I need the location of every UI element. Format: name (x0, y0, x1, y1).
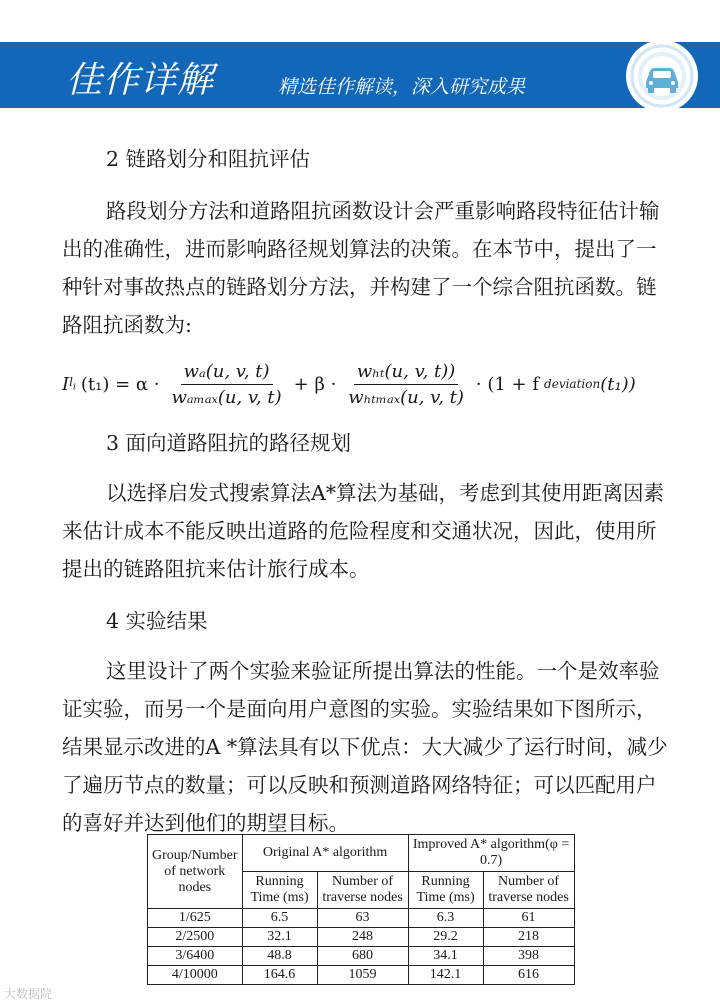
table-row (148, 928, 575, 947)
fraction-2-denominator: wₕₜₘₐₓ(u, v, t) (348, 386, 464, 408)
table-cell: 218 (483, 928, 574, 947)
table-cell: 34.1 (408, 947, 483, 966)
header-banner (0, 42, 720, 108)
table-cell: 1/625 (148, 909, 243, 928)
table-cell: 61 (483, 909, 574, 928)
table-cell: 4/10000 (148, 966, 243, 985)
table-subheader-time: Running Time (ms) (408, 872, 483, 909)
table-cell: 2/2500 (148, 928, 243, 947)
article-body (62, 140, 672, 842)
banner-title: 佳作详解 (66, 60, 215, 101)
formula-tail-end: (t₁)) (600, 373, 636, 395)
formula-tail-sub: deviation (544, 377, 601, 391)
table-subheader-nodes: Number of traverse nodes (483, 872, 574, 909)
table-cell: 164.6 (242, 966, 317, 985)
table-row (148, 947, 575, 966)
table-row (148, 909, 575, 928)
table-cell: 1059 (317, 966, 408, 985)
car-icon (626, 40, 698, 112)
section-4-heading: 4 实验结果 (106, 609, 208, 633)
formula-lhs-sub: l (69, 375, 73, 390)
table-cell: 6.3 (408, 909, 483, 928)
section-2-paragraph: 路段划分方法和道路阻抗函数设计会严重影响路段特征估计输出的准确性，进而影响路径规划算法的决策。在本节中，提出了一种针对事故热点的链路划分方法，并构建了一个综合阻抗函数。链路阻抗函数为: (62, 199, 660, 337)
table-cell: 616 (483, 966, 574, 985)
table-cell: 142.1 (408, 966, 483, 985)
table-cell: 48.8 (242, 947, 317, 966)
table-cell: 63 (317, 909, 408, 928)
results-table (147, 834, 575, 985)
table-subheader-nodes: Number of traverse nodes (317, 872, 408, 909)
table-header-group: Group/Number of network nodes (148, 835, 243, 909)
table-cell: 248 (317, 928, 408, 947)
table-header-improved: Improved A* algorithm(φ = 0.7) (408, 835, 574, 872)
link-impedance-formula (62, 348, 672, 420)
table-cell: 29.2 (408, 928, 483, 947)
table-cell: 680 (317, 947, 408, 966)
section-2-heading: 2 链路划分和阻抗评估 (106, 147, 311, 171)
section-3-heading: 3 面向道路阻抗的路径规划 (106, 431, 352, 455)
table-row (148, 966, 575, 985)
formula-lhs-subsub: i (72, 382, 76, 393)
banner-subtitle: 精选佳作解读，深入研究成果 (278, 76, 526, 98)
table-cell: 398 (483, 947, 574, 966)
formula-fraction-1 (168, 361, 284, 408)
fraction-1-numerator: wₐ(u, v, t) (181, 361, 273, 385)
table-header-original: Original A* algorithm (242, 835, 408, 872)
table-cell: 32.1 (242, 928, 317, 947)
watermark: 大数据院 (4, 987, 53, 1001)
formula-plus-beta: + β · (293, 373, 337, 395)
formula-fraction-2 (345, 361, 467, 408)
fraction-1-denominator: wₐₘₐₓ(u, v, t) (171, 386, 282, 408)
formula-lhs-arg: (t₁) = α · (80, 373, 160, 395)
table-subheader-time: Running Time (ms) (242, 872, 317, 909)
section-4-paragraph: 这里设计了两个实验来验证所提出算法的性能。一个是效率验证实验，而另一个是面向用户意图的实验。实验结果如下图所示，结果显示改进的A *算法具有以下优点：大大减少了运行时间，减少了遍历节点的数量；可以反映和预测道路网络特征；可以匹配用户的喜好并达到他们的期望目标。 (62, 659, 668, 835)
formula-tail: · (1 + f (475, 373, 540, 395)
fraction-2-numerator: wₕₜ(u, v, t)) (354, 361, 458, 385)
table-cell: 6.5 (242, 909, 317, 928)
formula-lhs: I (62, 373, 70, 395)
section-3-paragraph: 以选择启发式搜索算法A*算法为基础，考虑到其使用距离因素来估计成本不能反映出道路的危险程度和交通状况，因此，使用所提出的链路阻抗来估计旅行成本。 (62, 481, 665, 581)
table-cell: 3/6400 (148, 947, 243, 966)
